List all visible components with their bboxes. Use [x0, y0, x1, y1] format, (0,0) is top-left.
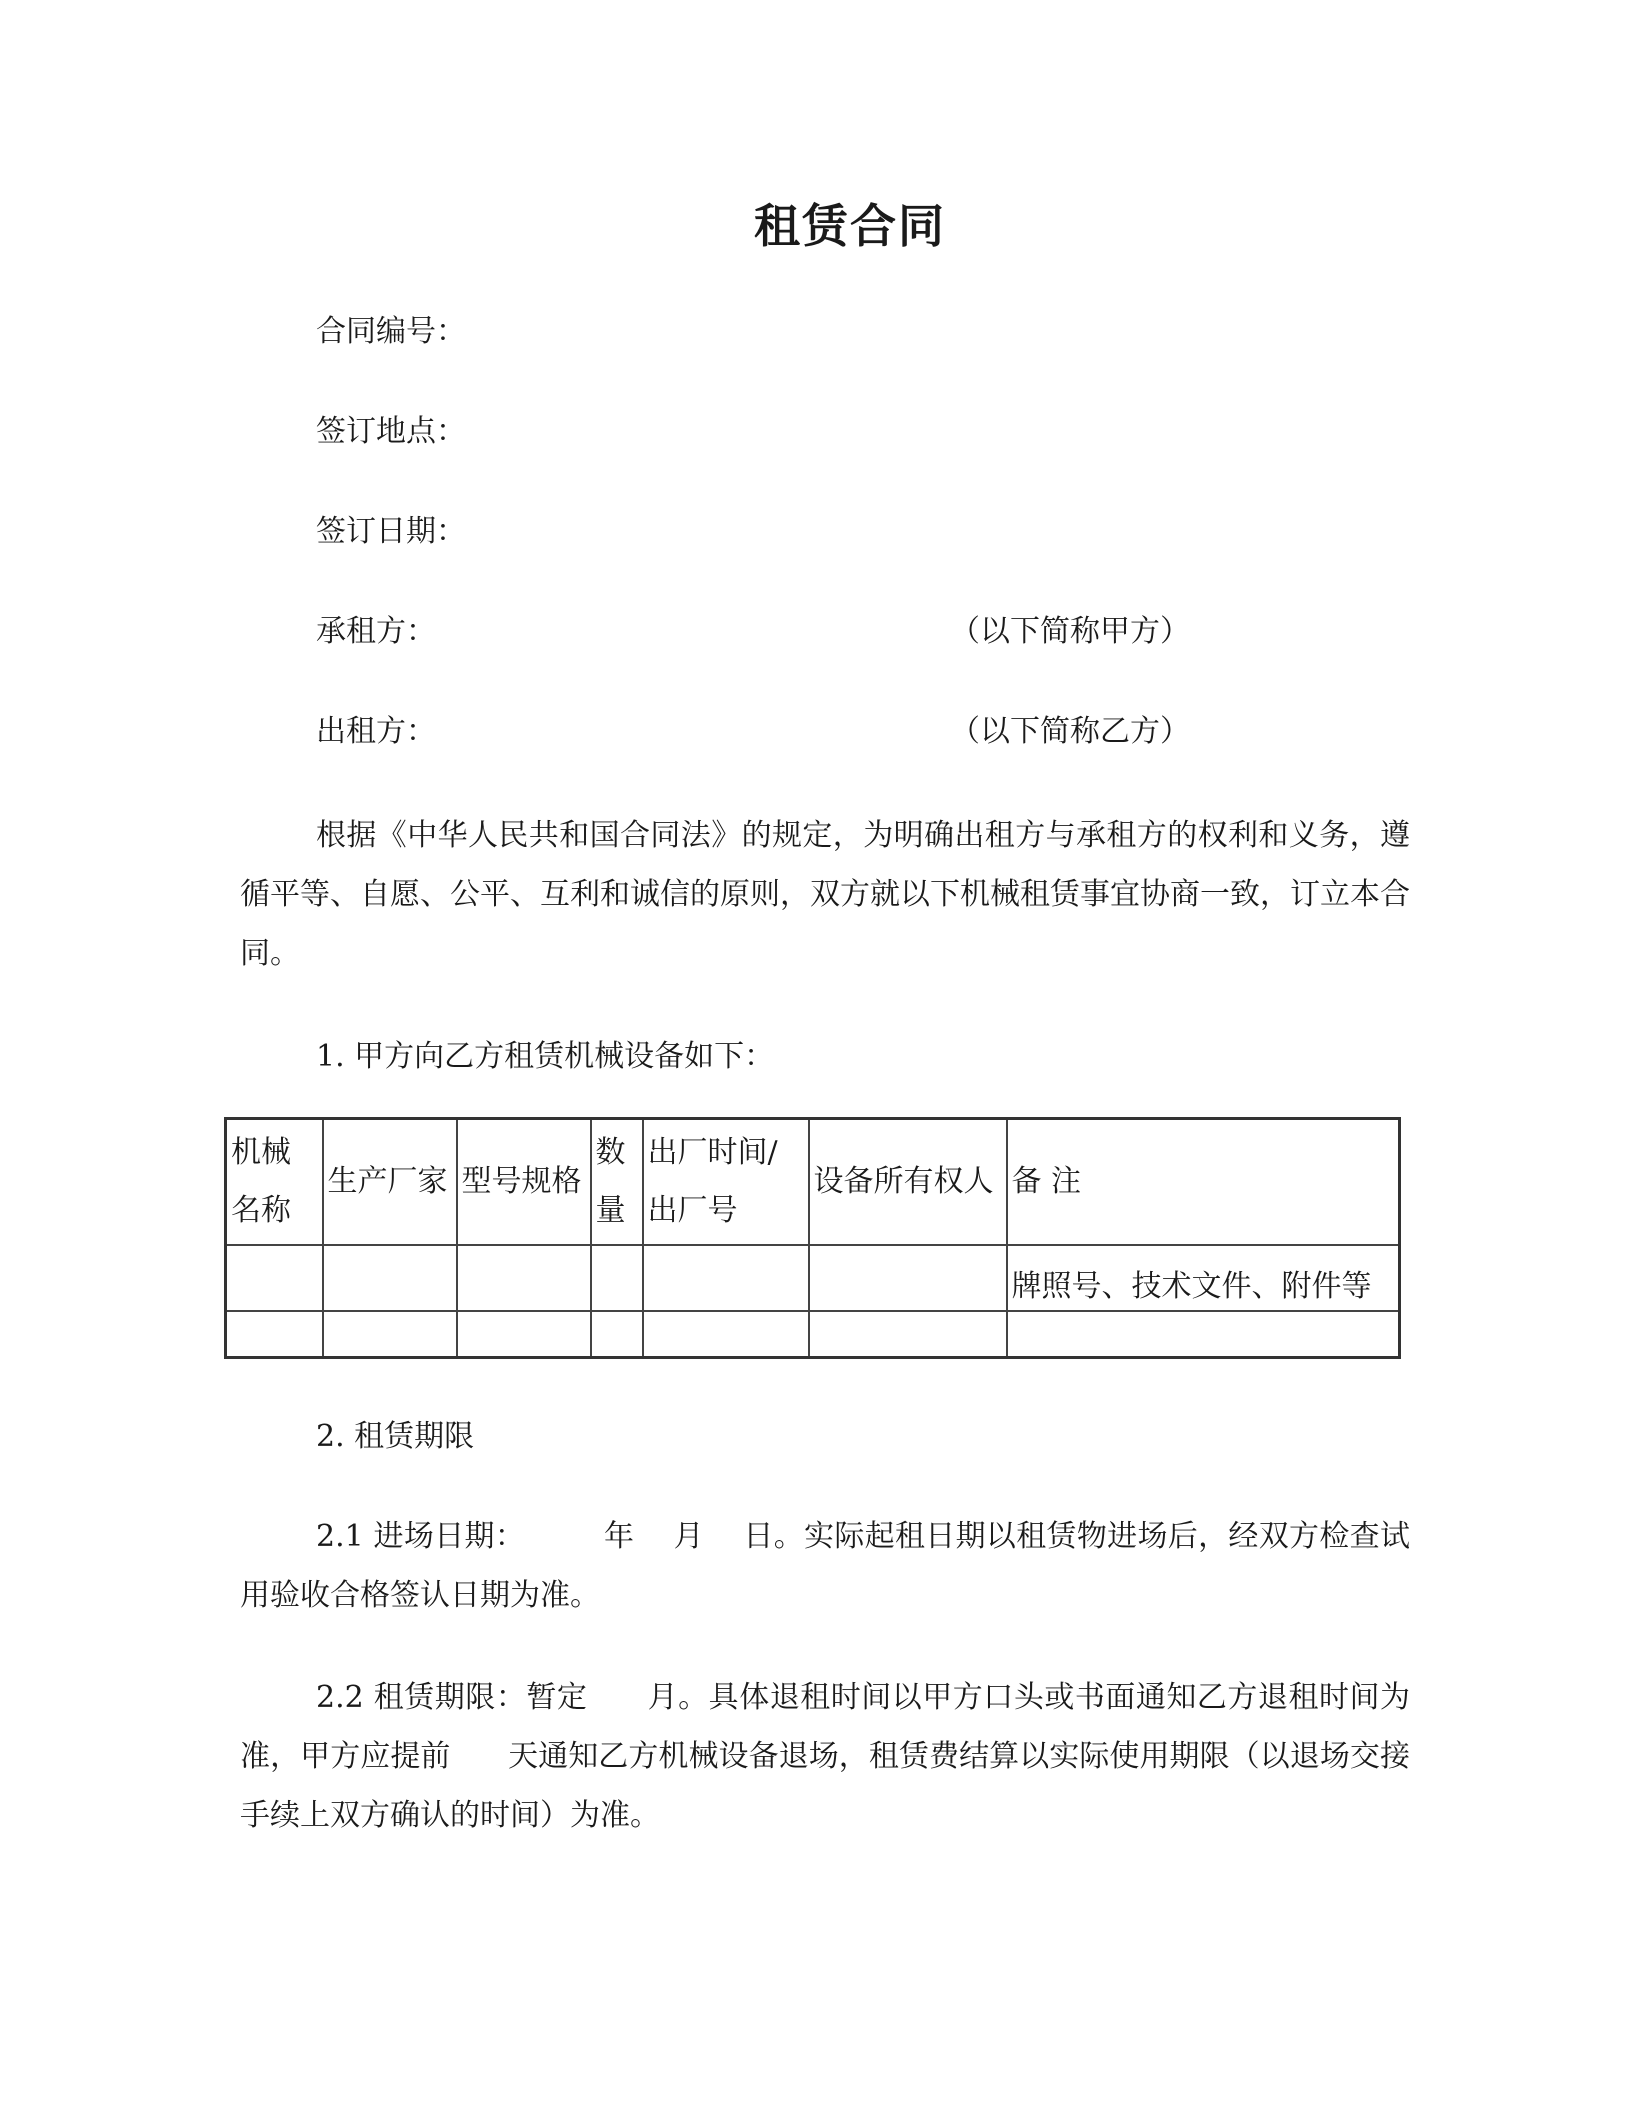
table-cell [323, 1245, 457, 1311]
table-cell [591, 1311, 643, 1358]
equipment-table [224, 1117, 1401, 1359]
table-header-row [226, 1119, 1400, 1246]
table-cell [1007, 1311, 1400, 1358]
sign-date-label: 签订日期： [316, 514, 466, 549]
table-cell [226, 1245, 323, 1311]
header-model-spec: 型号规格 [457, 1119, 591, 1246]
header-manufacturer: 生产厂家 [323, 1119, 457, 1246]
lessee-note: （以下简称甲方） [950, 614, 1190, 649]
table-cell [226, 1311, 323, 1358]
header-remarks: 备 注 [1007, 1119, 1400, 1246]
table-cell [643, 1245, 809, 1311]
table-cell [809, 1245, 1007, 1311]
intro-paragraph: 根据《中华人民共和国合同法》的规定，为明确出租方与承租方的权利和义务，遵循平等、自愿、公平、互利和诚信的原则，双方就以下机械租赁事宜协商一致，订立本合同。 [240, 818, 1410, 971]
sign-place-label: 签订地点： [316, 414, 466, 449]
lessor-label: 出租方： [316, 714, 436, 749]
table-cell [643, 1311, 809, 1358]
table-cell [591, 1245, 643, 1311]
header-factory-date-no: 出厂时间/出厂号 [643, 1119, 809, 1246]
table-row [226, 1311, 1400, 1358]
header-quantity: 数量 [591, 1119, 643, 1246]
table-cell [323, 1311, 457, 1358]
document-title: 租赁合同 [754, 199, 946, 253]
section-1-heading: 1. 甲方向乙方租赁机械设备如下： [316, 1039, 775, 1074]
table-cell [457, 1245, 591, 1311]
clause-2-2: 2.2 租赁期限：暂定 月。具体退租时间以甲方口头或书面通知乙方退租时间为准，甲方应提前 天通知乙方机械设备退场，租赁费结算以实际使用期限（以退场交接手续上双方确认的时间）为准。 [240, 1680, 1410, 1833]
lessee-label: 承租方： [316, 614, 436, 649]
remark-cell: 牌照号、技术文件、附件等 [1007, 1245, 1400, 1311]
section-2-heading: 2. 租赁期限 [316, 1419, 475, 1454]
table-cell [809, 1311, 1007, 1358]
header-owner: 设备所有权人 [809, 1119, 1007, 1246]
lessor-note: （以下简称乙方） [950, 714, 1190, 749]
table-row [226, 1245, 1400, 1311]
clause-2-1: 2.1 进场日期： 年 月 日。实际起租日期以租赁物进场后，经双方检查试用验收合格签认日期为准。 [240, 1519, 1410, 1613]
header-machine-name: 机械名称 [226, 1119, 323, 1246]
table-cell [457, 1311, 591, 1358]
contract-number-label: 合同编号： [316, 314, 466, 349]
